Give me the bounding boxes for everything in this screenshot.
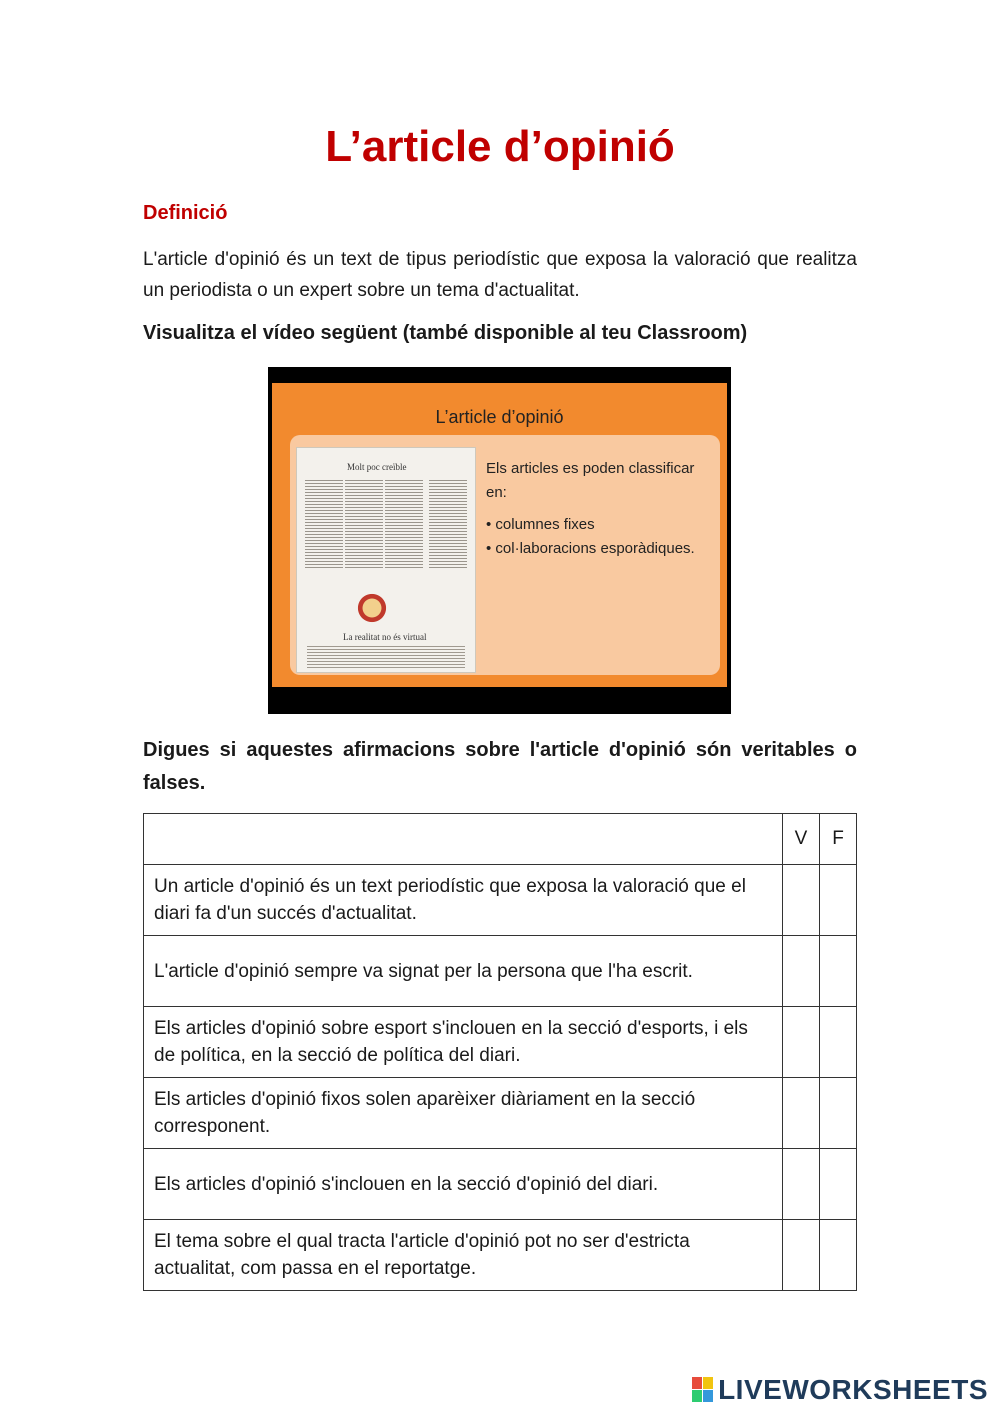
true-false-table [143, 813, 857, 1291]
newspaper-column [305, 478, 343, 568]
true-answer-cell[interactable] [783, 865, 820, 936]
true-answer-cell[interactable] [783, 1220, 820, 1291]
slide-bullet: • columnes fixes [486, 516, 595, 533]
false-answer-cell[interactable] [820, 1149, 857, 1220]
statement-text: Els articles d'opinió sobre esport s'inclouen en la secció d'esports, i els de política, en la secció de política del diari. [144, 1007, 783, 1078]
video-thumbnail [272, 383, 727, 687]
false-answer-cell[interactable] [820, 936, 857, 1007]
liveworksheets-logo [692, 1374, 988, 1406]
false-answer-cell[interactable] [820, 1007, 857, 1078]
newspaper-column [307, 644, 465, 668]
statement-text: Els articles d'opinió s'inclouen en la secció d'opinió del diari. [144, 1149, 783, 1220]
table-header-row [144, 814, 857, 865]
statement-text: L'article d'opinió sempre va signat per la persona que l'ha escrit. [144, 936, 783, 1007]
liveworksheets-icon [692, 1377, 714, 1403]
table-row [144, 1078, 857, 1149]
table-row [144, 1149, 857, 1220]
newspaper-image [296, 447, 476, 673]
true-column-header: V [783, 814, 820, 865]
page-title: L’article d’opinió [325, 122, 675, 171]
table-row [144, 1220, 857, 1291]
statement-text: Els articles d'opinió fixos solen aparèixer diàriament en la secció corresponent. [144, 1078, 783, 1149]
slide-bullets [486, 513, 716, 561]
newspaper-illustration [337, 578, 407, 628]
statement-text: Un article d'opinió és un text periodístic que exposa la valoració que el diari fa d'un succés d'actualitat. [144, 865, 783, 936]
liveworksheets-wordmark: LIVEWORKSHEETS [718, 1374, 988, 1405]
newspaper-headline: Molt poc creïble [347, 462, 407, 472]
table-row [144, 936, 857, 1007]
definition-heading: Definició [143, 202, 228, 224]
definition-text: L'article d'opinió és un text de tipus periodístic que exposa la valoració que realitza un periodista o un expert sobre un tema d'actualitat. [143, 249, 857, 301]
false-column-header: F [820, 814, 857, 865]
exercise-instruction: Digues si aquestes afirmacions sobre l'article d'opinió són veritables o falses. [143, 739, 857, 794]
statement-text: El tema sobre el qual tracta l'article d'opinió pot no ser d'estricta actualitat, com passa en el reportatge. [144, 1220, 783, 1291]
false-answer-cell[interactable] [820, 1078, 857, 1149]
slide-intro: Els articles es poden classificar en: [486, 460, 695, 501]
true-answer-cell[interactable] [783, 936, 820, 1007]
slide-bullet: • col·laboracions esporàdiques. [486, 540, 695, 557]
video-player[interactable] [268, 367, 731, 714]
newspaper-column [385, 478, 423, 568]
false-answer-cell[interactable] [820, 865, 857, 936]
table-row [144, 1007, 857, 1078]
table-row [144, 865, 857, 936]
false-answer-cell[interactable] [820, 1220, 857, 1291]
newspaper-headline: La realitat no és virtual [343, 632, 427, 642]
newspaper-column [429, 478, 467, 568]
slide-title: L’article d’opinió [435, 407, 564, 427]
true-answer-cell[interactable] [783, 1078, 820, 1149]
video-instruction: Visualitza el vídeo següent (també disponible al teu Classroom) [143, 322, 748, 344]
statement-column-header [144, 814, 783, 865]
newspaper-column [345, 478, 383, 568]
true-answer-cell[interactable] [783, 1149, 820, 1220]
true-answer-cell[interactable] [783, 1007, 820, 1078]
